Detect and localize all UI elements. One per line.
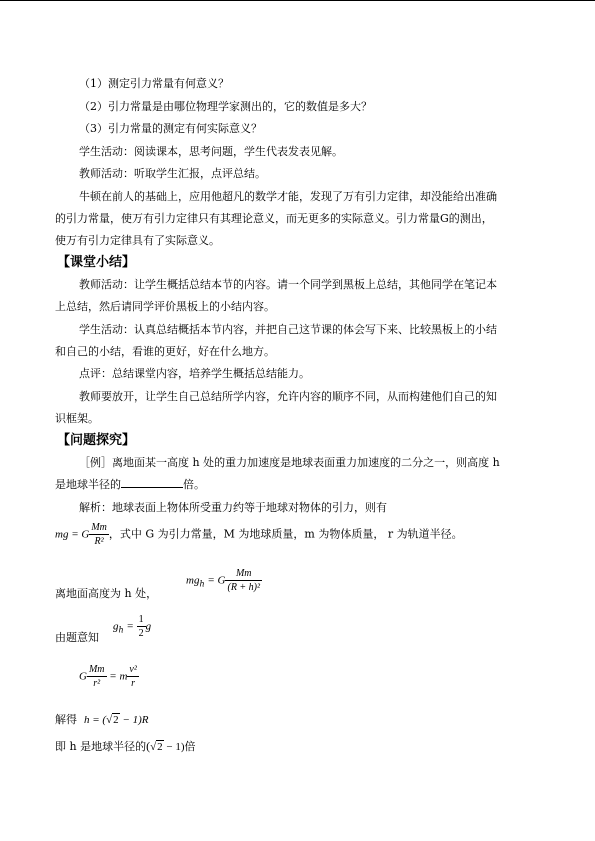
formula-3-numerator: 1 xyxy=(138,614,144,625)
sqrt-icon: √ xyxy=(150,741,157,753)
formula-3-denominator: 2 xyxy=(138,628,144,639)
formula-6-close: − 1) xyxy=(163,741,185,753)
formula-1-denominator: R² xyxy=(94,536,104,547)
formula-6-radicand: 2 xyxy=(157,741,163,753)
conclusion-text: 即 h 是地球半径的 xyxy=(55,740,147,753)
formula-4-denominator-1: r² xyxy=(93,678,101,689)
student-activity-1: 学生活动：阅读课本，思考问题，学生代表发表见解。 xyxy=(79,145,343,158)
newton-paragraph-line-2: 的引力常量，使万有引力定律只有其理论意义，而无更多的实际意义。引力常量G的测出， xyxy=(55,212,493,225)
page-top-rule xyxy=(0,0,595,1)
comment: 点评：总结课堂内容，培养学生概括总结能力。 xyxy=(79,367,310,380)
newton-paragraph-line-1: 牛顿在前人的基础上，应用他超凡的数学才能，发现了万有引力定律，却没能给出准确 xyxy=(79,190,497,203)
teacher-activity-2-line-2: 上总结，然后请同学评价黑板上的小结内容。 xyxy=(55,300,275,313)
conclusion-line xyxy=(55,735,555,758)
teacher-activity-2-line-1: 教师活动：让学生概括总结本节的内容。请一个同学到黑板上总结，其他同学在笔记本 xyxy=(79,278,497,291)
formula-6-open: ( xyxy=(146,739,151,753)
formula-4-denominator-2: r xyxy=(131,678,136,689)
formula-5-lhs: h = ( xyxy=(84,714,107,726)
formula-1-numerator: Mm xyxy=(91,522,107,533)
formula-3-subscript: h xyxy=(118,625,124,635)
formula-3-rhs: g xyxy=(145,620,152,633)
section-heading-summary: 【课堂小结】 xyxy=(57,255,136,270)
sqrt-icon: √ xyxy=(106,714,113,726)
formula-2-eq: = G xyxy=(204,574,226,587)
formula-1-fraction xyxy=(89,521,109,548)
formula-1-lhs: mg = G xyxy=(55,528,90,541)
formula-4 xyxy=(79,663,139,690)
example-line-2-end: 倍。 xyxy=(183,478,205,491)
answer-blank xyxy=(121,475,183,488)
height-label: 离地面高度为 h 处， xyxy=(55,587,158,600)
teacher-activity-1: 教师活动：听取学生汇报，点评总结。 xyxy=(79,167,266,180)
formula-5-rhs: − 1)R xyxy=(119,714,149,726)
question-1: （1）测定引力常量有何意义？ xyxy=(79,77,229,90)
formula-1-note: ，式中 G 为引力常量，M 为地球质量，m 为物体质量， r 为轨道半径。 xyxy=(108,527,463,541)
formula-4-numerator-1: Mm xyxy=(88,664,105,675)
formula-3-lhs: g xyxy=(113,620,119,633)
example-line-1: ［例］离地面某一高度 h 处的重力加速度是地球表面重力加速度的二分之一，则高度 h xyxy=(79,456,500,469)
solve-line xyxy=(55,709,555,731)
formula-3-eq: = xyxy=(123,620,137,633)
teacher-note-line-1: 教师要放开，让学生自己总结所学内容，允许内容的顺序不同，从而构建他们自己的知 xyxy=(79,390,497,403)
newton-paragraph-line-3: 使万有引力定律具有了实际意义。 xyxy=(55,234,220,247)
example-line-2 xyxy=(55,474,555,496)
question-2: （2）引力常量是由哪位物理学家测出的，它的数值是多大？ xyxy=(79,100,372,113)
conclusion-end: 倍 xyxy=(184,740,196,753)
formula-5-radicand: 2 xyxy=(113,714,119,726)
teacher-note-line-2: 识框架。 xyxy=(55,412,99,425)
student-activity-2-line-1: 学生活动：认真总结概括本节内容，并把自己这节课的体会写下来、比较黑板上的小结 xyxy=(79,323,497,336)
formula-2-denominator: (R + h)² xyxy=(227,582,260,593)
formula-4-g: G xyxy=(79,670,87,683)
formula-1-line xyxy=(55,521,555,548)
example-line-2-text: 是地球半径的 xyxy=(55,478,121,491)
given-label: 由题意知 xyxy=(55,631,99,644)
question-3: （3）引力常量的测定有何实际意义？ xyxy=(79,122,262,135)
analysis-line: 解析：地球表面上物体所受重力约等于地球对物体的引力，则有 xyxy=(79,501,387,514)
formula-2-lhs: mg xyxy=(186,574,200,587)
student-activity-2-line-2: 和自己的小结，看谁的更好，好在什么地方。 xyxy=(55,345,275,358)
formula-4-eq: = m xyxy=(106,670,128,683)
section-heading-explore: 【问题探究】 xyxy=(57,433,136,448)
formula-4-fraction-1 xyxy=(87,663,107,690)
solve-label: 解得 xyxy=(55,713,77,726)
formula-4-numerator-2: v² xyxy=(129,664,137,675)
formula-2-numerator: Mm xyxy=(225,567,262,581)
formula-2-subscript: h xyxy=(199,579,205,589)
formula-4-fraction-2 xyxy=(127,663,138,690)
